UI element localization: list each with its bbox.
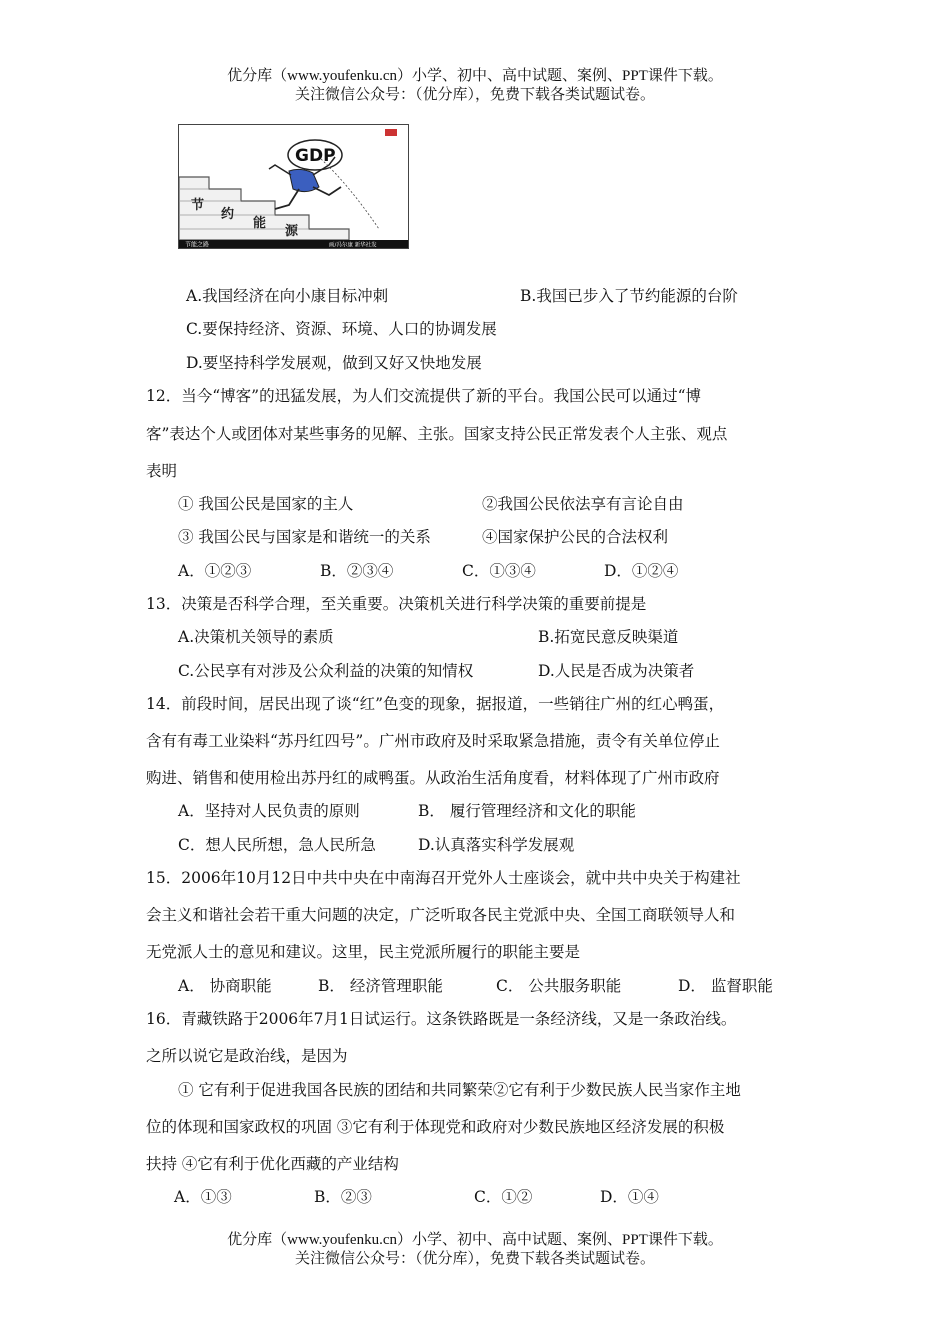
q13-option-a[interactable]: A.决策机关领导的素质 [178, 628, 334, 646]
gdp-energy-cartoon [178, 124, 409, 249]
stair-char-2: 约 [221, 207, 235, 222]
header-line-2: 关注微信公众号：（优分库），免费下载各类试题试卷。 [294, 87, 655, 103]
q11-option-b[interactable]: B.我国已步入了节约能源的台阶 [520, 287, 738, 305]
q14-stem-line-2: 含有有毒工业染料“苏丹红四号”。广州市政府及时采取紧急措施，责令有关单位停止 [146, 732, 720, 750]
footer-line-1: 优分库（www.youfenku.cn）小学、初中、高中试题、案例、PPT课件下载。 [227, 1232, 723, 1248]
q13-option-b[interactable]: B.拓宽民意反映渠道 [538, 628, 679, 646]
q13-stem: 13．决策是否科学合理，至关重要。决策机关进行科学决策的重要前提是 [146, 595, 647, 613]
q14-stem-line-3: 购进、销售和使用检出苏丹红的咸鸭蛋。从政治生活角度看，材料体现了广州市政府 [146, 769, 720, 787]
gdp-head-text: GDP [295, 146, 336, 166]
stair-char-4: 源 [285, 224, 299, 239]
q11-option-c[interactable]: C.要保持经济、资源、环境、人口的协调发展 [186, 320, 497, 338]
page-header [0, 67, 950, 105]
q15-option-d[interactable]: D． 监督职能 [678, 977, 773, 995]
q11-option-a[interactable]: A.我国经济在向小康目标冲刺 [186, 287, 389, 305]
q13-option-c[interactable]: C.公民享有对涉及公众利益的决策的知情权 [178, 662, 474, 680]
q15-option-b[interactable]: B． 经济管理职能 [318, 977, 443, 995]
stamp-icon [385, 129, 397, 136]
q13-option-d[interactable]: D.人民是否成为决策者 [538, 662, 695, 680]
q16-option-a[interactable]: A．①③ [174, 1188, 232, 1206]
caption-left: 节能之路 [185, 241, 210, 248]
q15-stem-line-3: 无党派人士的意见和建议。这里，民主党派所履行的职能主要是 [146, 943, 581, 961]
q12-option-b[interactable]: B．②③④ [320, 562, 394, 580]
q12-statement-3: ③ 我国公民与国家是和谐统一的关系 [178, 528, 431, 546]
q12-option-a[interactable]: A．①②③ [178, 562, 252, 580]
q15-option-a[interactable]: A． 协商职能 [178, 977, 272, 995]
q16-option-c[interactable]: C．①② [474, 1188, 533, 1206]
stair-char-1: 节 [191, 198, 205, 213]
q15-stem-line-2: 会主义和谐社会若干重大问题的决定，广泛听取各民主党派中央、全国工商联领导人和 [146, 906, 736, 924]
footer-line-2: 关注微信公众号：（优分库），免费下载各类试题试卷。 [294, 1251, 655, 1267]
q14-option-c[interactable]: C．想人民所想，急人民所急 [178, 836, 376, 854]
q14-option-a[interactable]: A．坚持对人民负责的原则 [178, 802, 360, 820]
q14-option-b[interactable]: B． 履行管理经济和文化的职能 [418, 802, 636, 820]
q16-statements-line-2: 位的体现和国家政权的巩固 ③它有利于体现党和政府对少数民族地区经济发展的积极 [146, 1118, 725, 1136]
q12-option-c[interactable]: C．①③④ [462, 562, 536, 580]
q16-stem-line-1: 16．青藏铁路于2006年7月1日试运行。这条铁路既是一条经济线，又是一条政治线。 [146, 1010, 737, 1028]
q12-option-d[interactable]: D．①②④ [604, 562, 679, 580]
q12-statement-2: ②我国公民依法享有言论自由 [482, 495, 684, 513]
q14-stem-line-1: 14．前段时间，居民出现了谈“红”色变的现象，据报道，一些销往广州的红心鸭蛋， [146, 695, 725, 713]
cartoon-drawing [179, 125, 408, 248]
q15-stem-line-1: 15．2006年10月12日中共中央在中南海召开党外人士座谈会，就中共中央关于构建社 [146, 869, 741, 887]
q16-stem-line-2: 之所以说它是政治线，是因为 [146, 1047, 348, 1065]
q12-stem-line-2: 客”表达个人或团体对某些事务的见解、主张。国家支持公民正常发表个人主张、观点 [146, 425, 728, 443]
q12-stem-line-1: 12．当今“博客”的迅猛发展，为人们交流提供了新的平台。我国公民可以通过“博 [146, 387, 701, 405]
stair-char-3: 能 [253, 216, 267, 231]
q16-option-b[interactable]: B．②③ [314, 1188, 372, 1206]
q15-option-c[interactable]: C． 公共服务职能 [496, 977, 622, 995]
q16-statements-line-1: ① 它有利于促进我国各民族的团结和共同繁荣②它有利于少数民族人民当家作主地 [178, 1081, 741, 1099]
caption-right: 画/冯尔康 新华社发 [329, 242, 377, 248]
q11-option-d[interactable]: D.要坚持科学发展观，做到又好又快地发展 [186, 354, 482, 372]
q12-stem-line-3: 表明 [146, 462, 178, 480]
page-footer [0, 1231, 950, 1269]
q12-statement-4: ④国家保护公民的合法权利 [482, 528, 669, 546]
q16-option-d[interactable]: D．①④ [600, 1188, 659, 1206]
q16-statements-line-3: 扶持 ④它有利于优化西藏的产业结构 [146, 1155, 399, 1173]
q14-option-d[interactable]: D.认真落实科学发展观 [418, 836, 575, 854]
header-line-1: 优分库（www.youfenku.cn）小学、初中、高中试题、案例、PPT课件下载。 [227, 68, 723, 84]
q12-statement-1: ① 我国公民是国家的主人 [178, 495, 354, 513]
